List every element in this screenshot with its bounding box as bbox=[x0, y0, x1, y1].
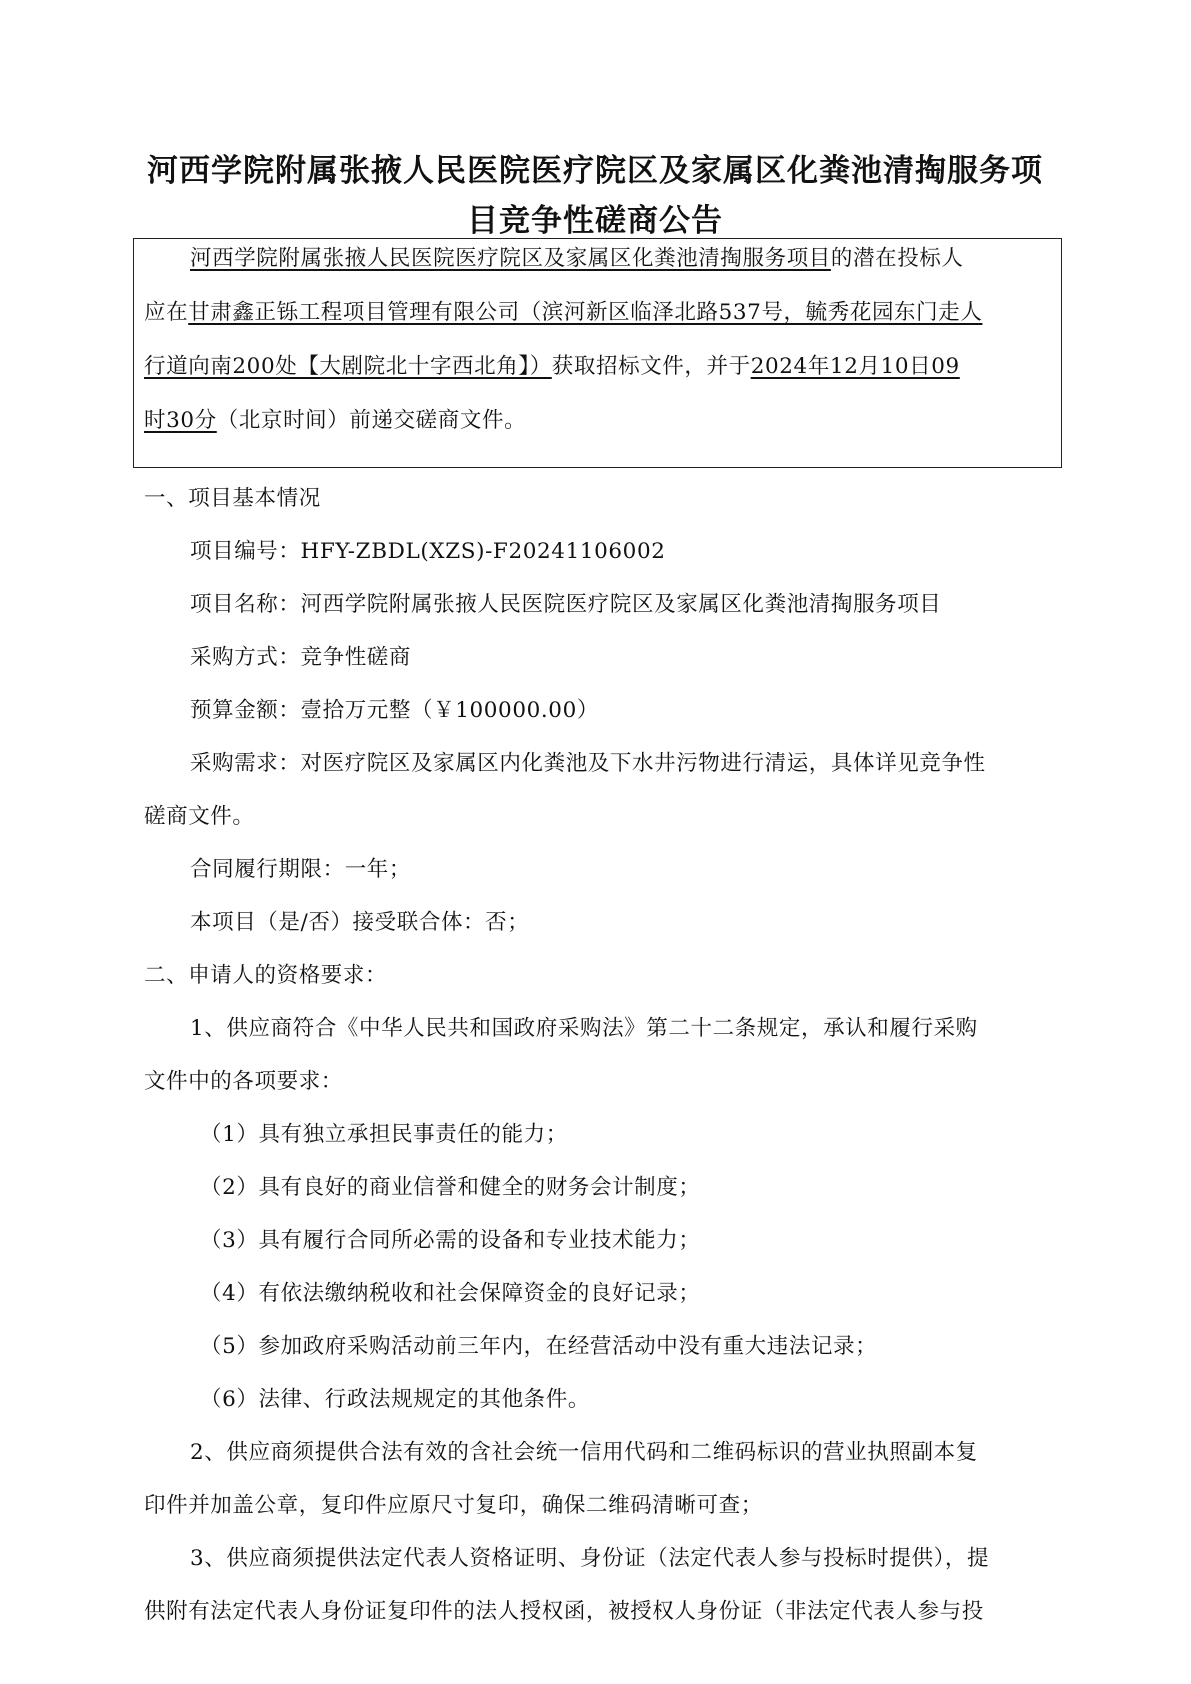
requirement-3-line-1: 3、供应商须提供法定代表人资格证明、身份证（法定代表人参与投标时提供），提 bbox=[190, 1546, 990, 1571]
notice-line-4-tail: （北京时间）前递交磋商文件。 bbox=[216, 408, 527, 433]
requirement-1-line-1: 1、供应商符合《中华人民共和国政府采购法》第二十二条规定，承认和履行采购 bbox=[190, 1016, 978, 1041]
project-name: 项目名称：河西学院附属张掖人民医院医疗院区及家属区化粪池清掏服务项目 bbox=[190, 592, 942, 617]
sub-requirement-5: （5）参加政府采购活动前三年内，在经营活动中没有重大违法记录； bbox=[200, 1334, 878, 1359]
title-line-2: 目竞争性磋商公告 bbox=[467, 203, 723, 239]
notice-line-3-mid: 获取招标文件，并于 bbox=[551, 354, 751, 379]
project-number: 项目编号：HFY-ZBDL(XZS)-F20241106002 bbox=[190, 539, 666, 564]
procurement-method: 采购方式：竞争性磋商 bbox=[190, 645, 412, 670]
procurement-demand-line-1: 采购需求：对医疗院区及家属区内化粪池及下水井污物进行清运，具体详见竞争性 bbox=[190, 751, 986, 776]
requirement-2-line-2: 印件并加盖公章，复印件应原尺寸复印，确保二维码清晰可查； bbox=[144, 1493, 763, 1518]
requirement-1-line-2: 文件中的各项要求： bbox=[144, 1069, 343, 1094]
section-2-heading: 二、申请人的资格要求： bbox=[144, 963, 388, 988]
notice-line-4 bbox=[144, 406, 1054, 436]
notice-line-2 bbox=[144, 298, 1054, 328]
budget-amount: 预算金额：壹拾万元整（￥100000.00） bbox=[190, 698, 599, 723]
notice-time: 时30分 bbox=[144, 408, 217, 433]
notice-agency: 甘肃鑫正铄工程项目管理有限公司（滨河新区临泽北路537号，毓秀花园东门走人 bbox=[188, 300, 983, 325]
contract-term: 合同履行期限：一年； bbox=[190, 857, 412, 882]
notice-line-1 bbox=[190, 244, 1054, 274]
title-line-1: 河西学院附属张掖人民医院医疗院区及家属区化粪池清掏服务项 bbox=[147, 153, 1043, 189]
document-title bbox=[140, 146, 1050, 246]
sub-requirement-3: （3）具有履行合同所必需的设备和专业技术能力； bbox=[200, 1228, 701, 1253]
notice-date: 2024年12月10日09 bbox=[750, 354, 960, 379]
section-1-heading: 一、项目基本情况 bbox=[144, 486, 321, 511]
notice-project-name: 河西学院附属张掖人民医院医疗院区及家属区化粪池清掏服务项目 bbox=[190, 246, 831, 271]
notice-line-3 bbox=[144, 352, 1054, 382]
notice-line-1-tail: 的潜在投标人 bbox=[830, 246, 964, 271]
requirement-3-line-2: 供附有法定代表人身份证复印件的法人授权函，被授权人身份证（非法定代表人参与投 bbox=[144, 1599, 984, 1624]
sub-requirement-4: （4）有依法缴纳税收和社会保障资金的良好记录； bbox=[200, 1281, 701, 1306]
sub-requirement-2: （2）具有良好的商业信誉和健全的财务会计制度； bbox=[200, 1175, 701, 1200]
requirement-2-line-1: 2、供应商须提供合法有效的含社会统一信用代码和二维码标识的营业执照副本复 bbox=[190, 1440, 978, 1465]
consortium-acceptance: 本项目（是/否）接受联合体：否； bbox=[190, 910, 530, 935]
notice-address: 行道向南200处【大剧院北十字西北角】） bbox=[144, 354, 552, 379]
sub-requirement-6: （6）法律、行政法规规定的其他条件。 bbox=[200, 1387, 590, 1412]
sub-requirement-1: （1）具有独立承担民事责任的能力； bbox=[200, 1122, 568, 1147]
procurement-demand-line-2: 磋商文件。 bbox=[144, 804, 255, 829]
notice-line-2-head: 应在 bbox=[144, 300, 189, 325]
